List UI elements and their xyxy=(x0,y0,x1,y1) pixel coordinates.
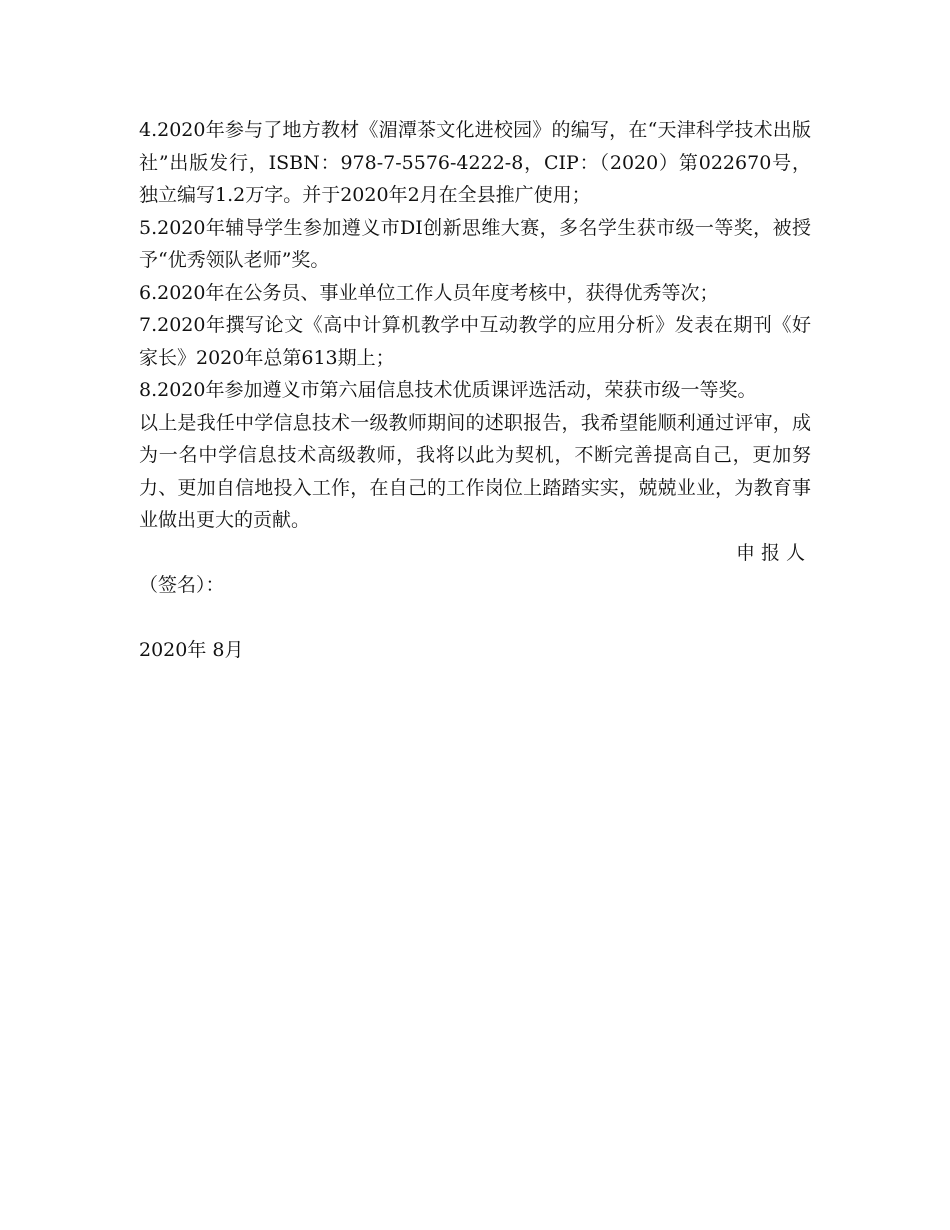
signer-label: 申报人 xyxy=(735,541,811,564)
closing-paragraph: 以上是我任中学信息技术一级教师期间的述职报告，我希望能顺利通过评审，成为一名中学信息技术高级教师，我将以此为契机，不断完善提高自己，更加努力、更加自信地投入工作，在自己的工作岗位上踏踏实实，兢兢业业，为教育事业做出更大的贡献。 xyxy=(139,411,811,531)
achievement-item-4: 4.2020年参与了地方教材《湄潭茶文化进校园》的编写，在“天津科学技术出版社”出版发行，ISBN：978-7-5576-4222-8，CIP：（2020）第022670号，独立编写1.2万字。并于2020年2月在全县推广使用； xyxy=(139,119,811,206)
achievement-item-6: 6.2020年在公务员、事业单位工作人员年度考核中，获得优秀等次； xyxy=(139,281,719,304)
document-body xyxy=(139,114,811,667)
signature-label: （签名）： xyxy=(139,574,225,596)
blank-line xyxy=(139,602,811,635)
achievement-item-5: 5.2020年辅导学生参加遵义市DI创新思维大赛，多名学生获市级一等奖，被授予“优秀领队老师”奖。 xyxy=(139,216,811,271)
achievement-item-8: 8.2020年参加遵义市第六届信息技术优质课评选活动，荣获市级一等奖。 xyxy=(139,379,757,401)
report-date: 2020年 8月 xyxy=(139,639,244,661)
achievement-item-7: 7.2020年撰写论文《高中计算机教学中互动教学的应用分析》发表在期刊《好家长》2020年总第613期上； xyxy=(139,314,811,369)
